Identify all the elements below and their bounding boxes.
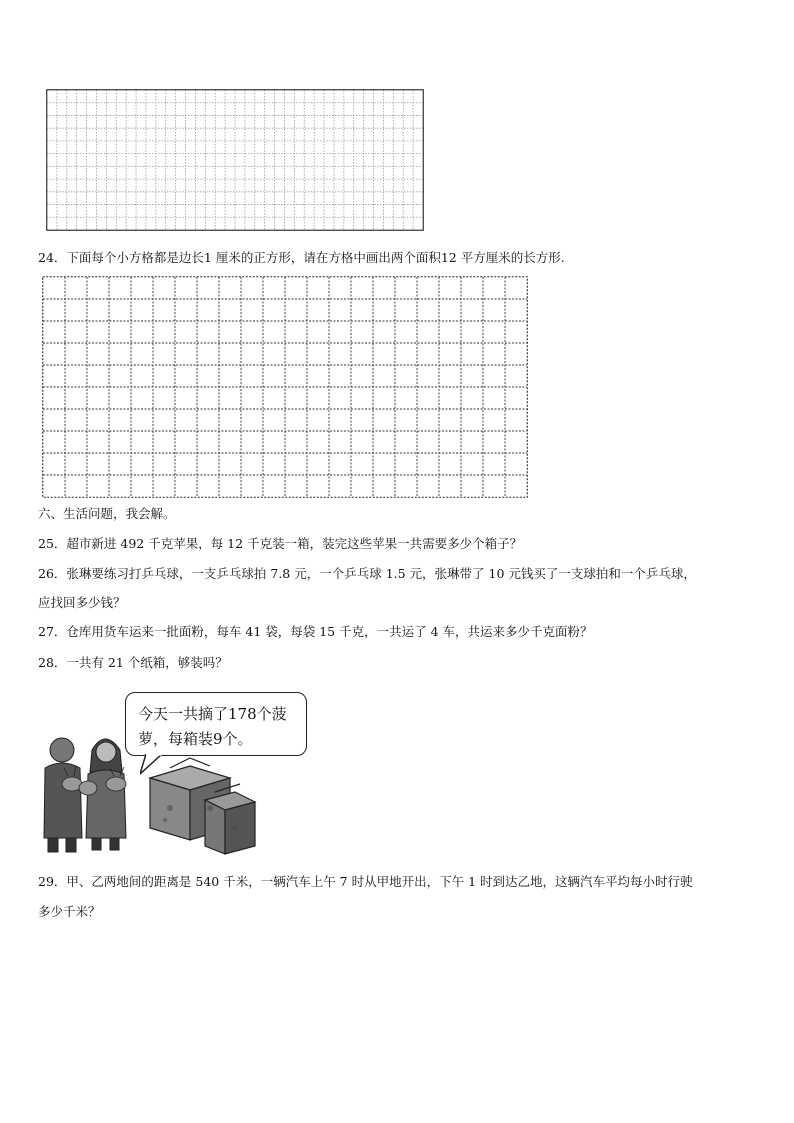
top-grid-svg [46,89,424,231]
question-26-line-2: 应找回多少钱？ [38,595,126,610]
q24-grid[interactable] [42,276,528,498]
question-28: 28．一共有 21 个纸箱，够装吗？ [38,655,228,670]
question-27: 27．仓库用货车运来一批面粉，每车 41 袋，每袋 15 千克，一共运了 4 车，共运来多少千克面粉？ [38,624,593,639]
speech-bubble: 今天一共摘了178个菠萝，每箱装9个。 [125,692,307,756]
question-24: 24．下面每个小方格都是边长1 厘米的正方形，请在方格中画出两个面积12 平方厘米的长方形. [38,250,565,265]
question-25: 25．超市新进 492 千克苹果，每 12 千克装一箱，装完这些苹果一共需要多少个箱子？ [38,536,523,551]
question-29-line-2: 多少千米？ [38,904,101,919]
question-29-line-1: 29．甲、乙两地间的距离是 540 千米，一辆汽车上午 7 时从甲地开出，下午 1 时到达乙地，这辆汽车平均每小时行驶 [38,874,693,889]
section-6-heading: 六、生活问题，我会解。 [38,506,176,521]
speech-bubble-tail [140,754,170,776]
top-grid[interactable] [46,89,424,231]
question-26-line-1: 26．张琳要练习打乒乓球，一支乒乓球拍 7.8 元，一个乒乓球 1.5 元，张琳带了 10 元钱买了一支球拍和一个乒乓球， [38,566,696,581]
q24-grid-svg [42,276,528,498]
